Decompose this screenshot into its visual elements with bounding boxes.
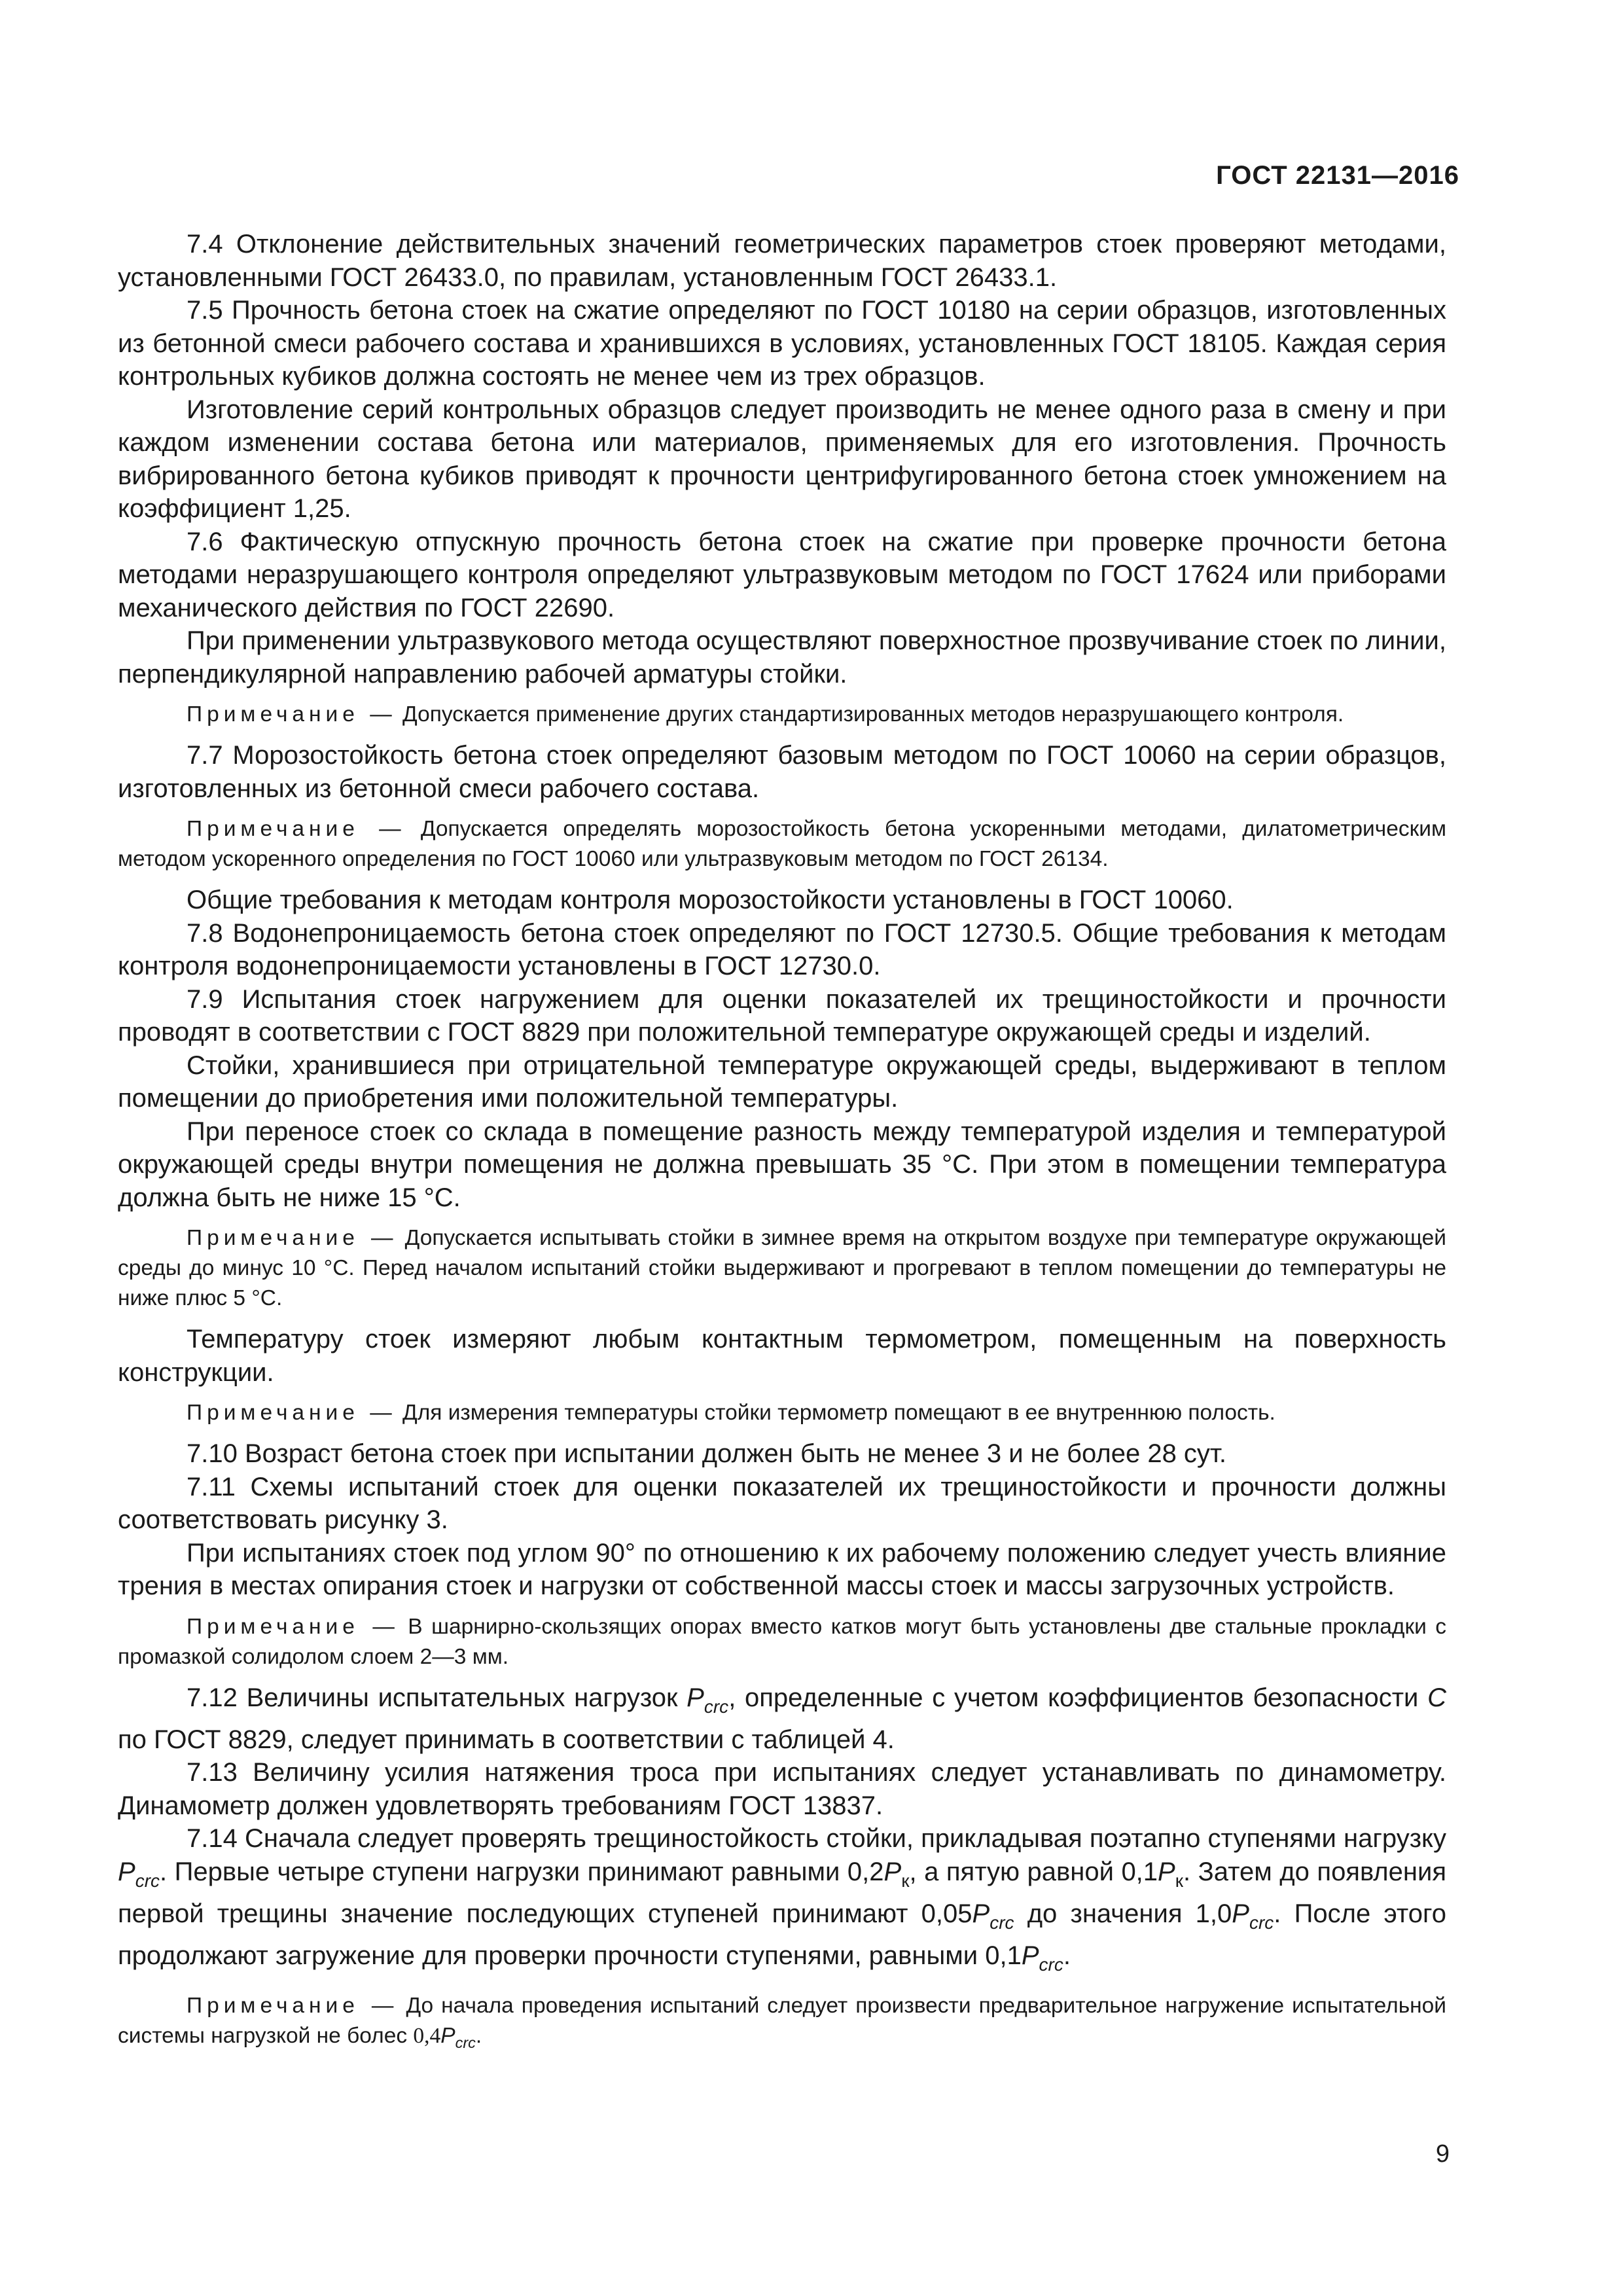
note-label: Примечание — bbox=[187, 1401, 397, 1425]
paragraph-control-samples: Изготовление серий контрольных образцов следует производить не менее одного раза в смену и при каждом изменении состава бетона или материалов, применяемых для его изготовления. Прочность вибрированного бетона кубиков приводят к прочности центрифугированного бетона стоек умножением на коэффициент 1,25. bbox=[118, 395, 1446, 523]
symbol-p: P bbox=[118, 1857, 135, 1886]
symbol-p: P bbox=[883, 1857, 902, 1886]
note-text: Для измерения температуры стойки термометр помещают в ее внутреннюю полость. bbox=[402, 1401, 1275, 1425]
note-text: До начала проведения испытаний следует произвести предварительное нагружение испытательной системы нагрузкой не болес bbox=[118, 1993, 1446, 2048]
page-number: 9 bbox=[1435, 2140, 1450, 2168]
note-text: Допускается испытывать стойки в зимнее время на открытом воздухе при температуре окружающей среды до минус 10 °С. Перед началом испытаний стойки выдерживают и прогревают в теплом помещении до температуры не ниже плюс 5 °С. bbox=[118, 1226, 1446, 1310]
standard-header: ГОСТ 22131—2016 bbox=[1216, 161, 1459, 190]
text-fragment: 7.12 Величины испытательных нагрузок bbox=[187, 1683, 687, 1712]
subscript-crc: crc bbox=[455, 2034, 476, 2051]
paragraph-thermometer: Температуру стоек измеряют любым контактным термометром, помещенным на поверхность конструкции. bbox=[118, 1325, 1446, 1387]
note-2 bbox=[118, 814, 1446, 874]
symbol-c: C bbox=[1427, 1683, 1446, 1712]
note-3 bbox=[118, 1223, 1446, 1314]
note-label: Примечание — bbox=[187, 1614, 399, 1639]
note-text: Допускается определять морозостойкость бетона ускоренными методами, дилатометрическим методом ускоренного определения по ГОСТ 10060 или ультразвуковым методом по ГОСТ 26134. bbox=[118, 817, 1446, 871]
paragraph-frost-general: Общие требования к методам контроля морозостойкости установлены в ГОСТ 10060. bbox=[187, 886, 1234, 914]
text-fragment: . Затем до появления первой трещины значение последующих ступеней принимают 0,05 bbox=[118, 1857, 1446, 1929]
paragraph-temp-difference: При переносе стоек со склада в помещение разность между температурой изделия и температурой окружающей среды внутри помещения не должна превышать 35 °С. При этом в помещении температура должна быть не ниже 15 °С. bbox=[118, 1117, 1446, 1212]
paragraph-7-8: 7.8 Водонепроницаемость бетона стоек определяют по ГОСТ 12730.5. Общие требования к методам контроля водонепроницаемости установлены в ГОСТ 12730.0. bbox=[118, 918, 1446, 980]
text-fragment: . После этого продолжают загружение для проверки прочности ступенями, равными 0,1 bbox=[118, 1899, 1446, 1971]
paragraph-7-9: 7.9 Испытания стоек нагружением для оценки показателей их трещиностойкости и прочности проводят в соответствии с ГОСТ 8829 при положительной температуре окружающей среды и изделий. bbox=[118, 984, 1446, 1047]
paragraph-7-5: 7.5 Прочность бетона стоек на сжатие определяют по ГОСТ 10180 на серии образцов, изготовленных из бетонной смеси рабочего состава и хранившихся в условиях, установленных ГОСТ 18105. Каждая серия контрольных кубиков должна состоять не менее чем из трех образцов. bbox=[118, 296, 1446, 391]
symbol-p: P bbox=[1158, 1857, 1175, 1886]
note-1 bbox=[118, 700, 1446, 730]
text-fragment: . bbox=[1063, 1941, 1071, 1971]
text-fragment: . bbox=[475, 2023, 482, 2048]
subscript-crc: crc bbox=[990, 1912, 1014, 1933]
note-text: Допускается применение других стандартизированных методов неразрушающего контроля. bbox=[402, 702, 1344, 726]
note-4 bbox=[118, 1398, 1446, 1428]
paragraph-ultrasonic: При применении ультразвукового метода осуществляют поверхностное прозвучивание стоек по линии, перпендикулярной направлению рабочей арматуры стойки. bbox=[118, 626, 1446, 689]
symbol-p: P bbox=[687, 1683, 704, 1712]
paragraph-7-14 bbox=[118, 1822, 1446, 1981]
text-fragment: . Первые четыре ступени нагрузки принимают равными 0,2 bbox=[160, 1857, 884, 1886]
paragraph-7-7: 7.7 Морозостойкость бетона стоек определяют базовым методом по ГОСТ 10060 на серии образцов, изготовленных из бетонной смеси рабочего состава. bbox=[118, 741, 1446, 803]
paragraph-90-degrees: При испытаниях стоек под углом 90° по отношению к их рабочему положению следует учесть влияние трения в местах опирания стоек и нагрузки от собственной массы стоек и массы загрузочных устройств. bbox=[118, 1538, 1446, 1600]
subscript-crc: crc bbox=[1039, 1954, 1063, 1975]
subscript-crc: crc bbox=[1249, 1912, 1274, 1933]
subscript-k: к bbox=[1175, 1870, 1183, 1891]
paragraph-7-12 bbox=[118, 1681, 1446, 1757]
note-text: В шарнирно-скользящих опорах вместо катков могут быть установлены две стальные прокладки с промазкой солидолом слоем 2—3 мм. bbox=[118, 1614, 1446, 1669]
text-fragment: 7.14 Сначала следует проверять трещиностойкость стойки, прикладывая поэтапно ступенями нагрузку bbox=[187, 1824, 1446, 1854]
paragraph-negative-temp: Стойки, хранившиеся при отрицательной температуре окружающей среды, выдерживают в теплом помещении до приобретения ими положительной температуры. bbox=[118, 1050, 1446, 1113]
preload-factor: 0,4 bbox=[413, 2023, 441, 2048]
note-label: Примечание — bbox=[187, 817, 406, 841]
text-fragment: , а пятую равной 0,1 bbox=[909, 1857, 1158, 1886]
symbol-p: P bbox=[972, 1899, 990, 1929]
subscript-k: к bbox=[901, 1870, 910, 1891]
document-body bbox=[118, 228, 1446, 2067]
text-fragment: до значения 1,0 bbox=[1014, 1899, 1232, 1929]
paragraph-7-11: 7.11 Схемы испытаний стоек для оценки показателей их трещиностойкости и прочности должны соответствовать рисунку 3. bbox=[118, 1472, 1446, 1534]
note-label: Примечание — bbox=[187, 702, 397, 726]
note-label: Примечание — bbox=[187, 1993, 399, 2018]
paragraph-7-6: 7.6 Фактическую отпускную прочность бетона стоек на сжатие при проверке прочности бетона методами неразрушающего контроля определяют ультразвуковым методом по ГОСТ 17624 или приборами механического действия по ГОСТ 22690. bbox=[118, 527, 1446, 622]
paragraph-7-4: 7.4 Отклонение действительных значений геометрических параметров стоек проверяют методами, установленными ГОСТ 26433.0, по правилам, установленным ГОСТ 26433.1. bbox=[118, 230, 1446, 292]
subscript-crc: crc bbox=[704, 1696, 729, 1717]
text-fragment: по ГОСТ 8829, следует принимать в соответствии с таблицей 4. bbox=[118, 1725, 895, 1754]
symbol-p: P bbox=[1232, 1899, 1249, 1929]
paragraph-7-10: 7.10 Возраст бетона стоек при испытании должен быть не менее 3 и не более 28 сут. bbox=[187, 1439, 1226, 1468]
text-fragment: , определенные с учетом коэффициентов безопасности bbox=[728, 1683, 1428, 1712]
note-label: Примечание — bbox=[187, 1226, 398, 1250]
symbol-p: P bbox=[1021, 1941, 1039, 1971]
symbol-p: P bbox=[440, 2023, 455, 2048]
paragraph-7-13: 7.13 Величину усилия натяжения троса при испытаниях следует устанавливать по динамометру. Динамометр должен удовлетворять требованиям ГОСТ 13837. bbox=[118, 1758, 1446, 1820]
note-5 bbox=[118, 1612, 1446, 1672]
subscript-crc: crc bbox=[135, 1870, 160, 1891]
note-6 bbox=[118, 1991, 1446, 2058]
